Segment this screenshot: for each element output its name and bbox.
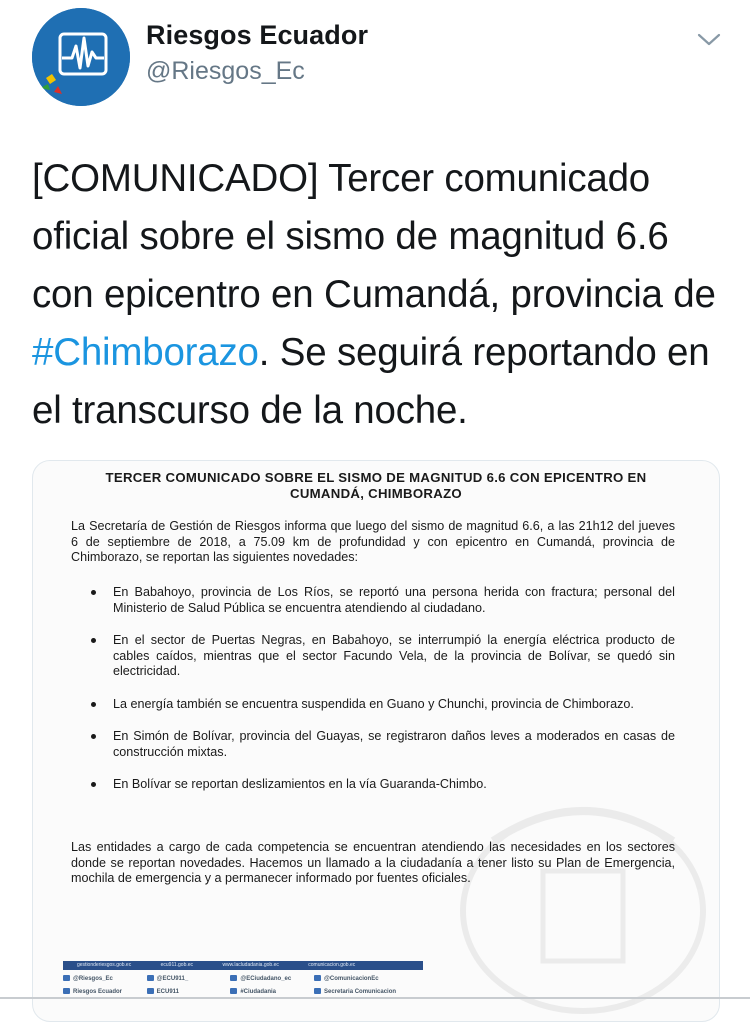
account-handle[interactable]: @Riesgos_Ec xyxy=(146,57,305,85)
facebook-icon xyxy=(314,988,321,994)
footer-page: Secretaria Comunicacion xyxy=(324,989,397,995)
facebook-icon xyxy=(63,988,70,994)
account-name[interactable]: Riesgos Ecuador xyxy=(146,20,369,50)
bullet-icon xyxy=(91,590,96,595)
footer-link: comunicacion.gob.ec xyxy=(308,962,356,968)
communique-document xyxy=(33,461,719,1021)
document-list xyxy=(71,585,675,810)
list-item xyxy=(71,697,675,713)
list-item-text: En el sector de Puertas Negras, en Babahoyo, se interrumpió la energía eléctrica producto de cables caídos, mientras que el sector Facundo Vela, de la provincia de Bolívar, se quedó sin electricidad. xyxy=(113,633,675,678)
list-item xyxy=(71,729,675,760)
chevron-down-icon[interactable] xyxy=(694,30,724,50)
document-intro: La Secretaría de Gestión de Riesgos informa que luego del sismo de magnitud 6.6, a las 21h12 del jueves 6 de septiembre de 2018, a 75.09 km de profundidad y con epicentro en Cumandá, provincia de Chimborazo, se reportan las siguientes novedades: xyxy=(71,519,675,564)
footer-page: #Ciudadania xyxy=(240,989,277,995)
list-item-text: En Simón de Bolívar, provincia del Guayas, se registraron daños leves a moderados en casas de construcción mixtas. xyxy=(113,729,675,759)
twitter-icon xyxy=(314,975,321,981)
hashtag-link[interactable]: #Chimborazo xyxy=(32,331,259,374)
list-item-text: La energía también se encuentra suspendida en Guano y Chunchi, provincia de Chimborazo. xyxy=(113,696,634,711)
tweet-text xyxy=(32,150,732,440)
footer-twitter-row xyxy=(63,974,423,984)
list-item-text: En Babahoyo, provincia de Los Ríos, se reportó una persona herida con fractura; personal del Ministerio de Salud Pública se encuentra atendiendo al ciudadano. xyxy=(113,585,675,615)
footer-handle: @ECiudadano_ec xyxy=(240,976,292,982)
document-outro: Las entidades a cargo de cada competencia se encuentran atendiendo las necesidades en los sectores donde se reportan novedades. Hacemos un llamado a la ciudadanía a tener listo su Plan de Emergencia, mochila de emergencia y a permanecer informado por fuentes oficiales. xyxy=(71,840,675,885)
bullet-icon xyxy=(91,702,96,707)
facebook-icon xyxy=(230,988,237,994)
footer-links-strip xyxy=(63,961,423,970)
footer-page: Riesgos Ecuador xyxy=(73,989,123,995)
twitter-icon xyxy=(230,975,237,981)
avatar[interactable] xyxy=(32,8,130,106)
bullet-icon xyxy=(91,782,96,787)
twitter-icon xyxy=(147,975,154,981)
footer-facebook-row xyxy=(63,987,423,997)
list-item-text: En Bolívar se reportan deslizamientos en la vía Guaranda-Chimbo. xyxy=(113,777,487,791)
tweet-text-part2: . Se seguirá reportando en el transcurso de la noche. xyxy=(32,331,710,432)
riesgos-logo-icon xyxy=(32,8,130,106)
footer-link: gestionderiesgos.gob.ec xyxy=(77,962,132,968)
list-item xyxy=(71,633,675,680)
list-item xyxy=(71,777,675,793)
footer-handle: @Riesgos_Ec xyxy=(73,976,113,982)
tweet-media-image[interactable] xyxy=(32,460,720,1022)
footer-page: ECU911 xyxy=(156,989,180,995)
twitter-icon xyxy=(63,975,70,981)
bullet-icon xyxy=(91,734,96,739)
facebook-icon xyxy=(147,988,154,994)
tweet-text-part1: [COMUNICADO] Tercer comunicado oficial sobre el sismo de magnitud 6.6 con epicentro en Cumandá, provincia de xyxy=(32,157,716,316)
coat-of-arms-watermark-icon xyxy=(433,781,720,1021)
footer-handle: @ECU911_ xyxy=(156,976,189,982)
document-title: TERCER COMUNICADO SOBRE EL SISMO DE MAGNITUD 6.6 CON EPICENTRO EN CUMANDÁ, CHIMBORAZO xyxy=(105,470,647,501)
footer-link: ecu911.gob.ec xyxy=(160,962,194,968)
tweet-header xyxy=(0,0,750,120)
bullet-icon xyxy=(91,638,96,643)
list-item xyxy=(71,585,675,616)
document-footer xyxy=(63,961,423,1001)
footer-link: www.lacludadania.gob.ec xyxy=(222,962,279,968)
footer-handle: @ComunicacionEc xyxy=(324,976,379,982)
